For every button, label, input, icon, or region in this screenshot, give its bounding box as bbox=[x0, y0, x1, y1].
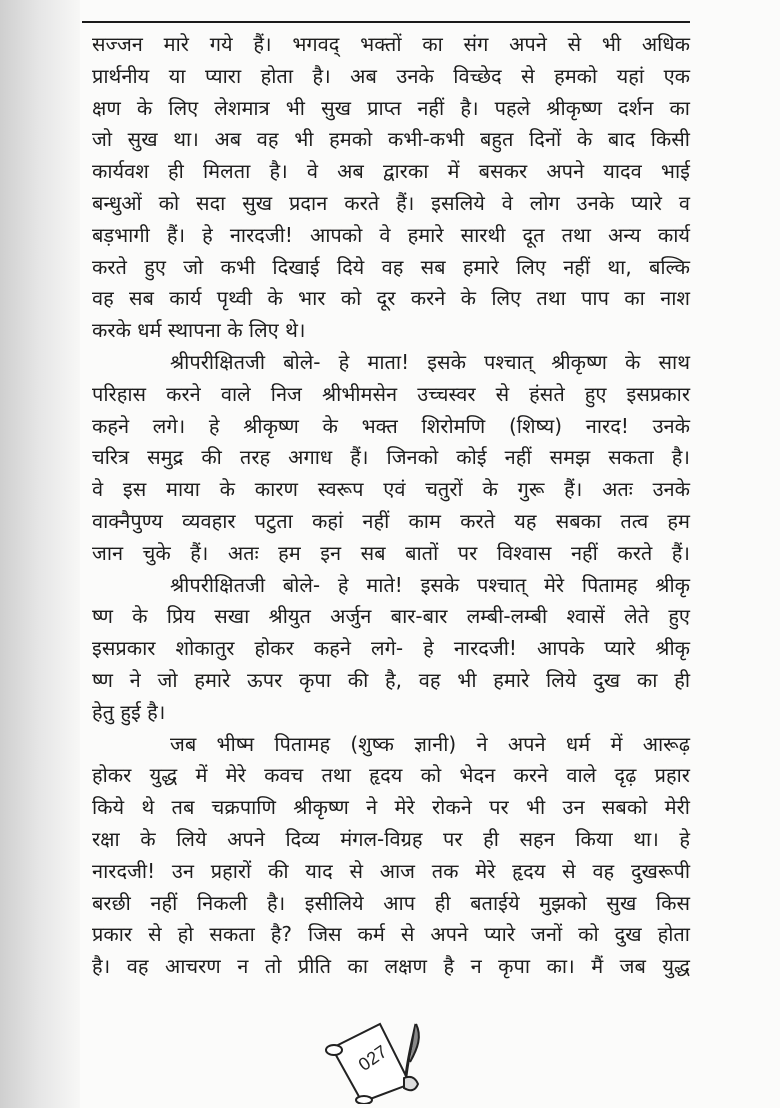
book-gutter-shadow bbox=[0, 0, 80, 1108]
text-line: चरित्र समुद्र की तरह अगाध हैं। जिनको कोई नहीं समझ सकता है। bbox=[92, 445, 690, 470]
text-line: इसप्रकार शोकातुर होकर कहने लगे- हे नारदजी! आपके प्यारे श्रीकृ bbox=[92, 636, 690, 661]
text-line: होकर युद्ध में मेरे कवच तथा हृदय को भेदन करने वाले दृढ़ प्रहार bbox=[92, 763, 690, 788]
text-line: करके धर्म स्थापना के लिए थे। bbox=[92, 318, 306, 343]
text-line: बरछी नहीं निकली है। इसीलिये आप ही बताईये मुझको सुख किस bbox=[92, 890, 690, 915]
text-line: नारदजी! उन प्रहारों की याद से आज तक मेरे हृदय से वह दुखरूपी bbox=[92, 858, 690, 883]
text-line: वह सब कार्य पृथ्वी के भार को दूर करने के लिए तथा पाप का नाश bbox=[92, 286, 690, 311]
text-line: क्षण के लिए लेशमात्र भी सुख प्राप्त नहीं है। पहले श्रीकृष्ण दर्शन का bbox=[92, 95, 690, 120]
text-line: है। वह आचरण न तो प्रीति का लक्षण है न कृपा का। मैं जब युद्ध bbox=[92, 954, 690, 979]
text-line: जब भीष्म पितामह (शुष्क ज्ञानी) ने अपने धर्म में आरूढ़ bbox=[170, 731, 690, 756]
text-line: श्रीपरीक्षितजी बोले- हे माता! इसके पश्चात् श्रीकृष्ण के साथ bbox=[170, 349, 690, 374]
text-line: ष्ण के प्रिय सखा श्रीयुत अर्जुन बार-बार लम्बी-लम्बी श्वासें लेते हुए bbox=[92, 604, 690, 629]
text-line: ष्ण ने जो हमारे ऊपर कृपा की है, वह भी हमारे लिये दुख का ही bbox=[92, 667, 690, 692]
text-line: जान चुके हैं। अतः हम इन सब बातों पर विश्वास नहीं करते हैं। bbox=[92, 540, 690, 565]
text-line: वाक्नैपुण्य व्यवहार पटुता कहां नहीं काम करते यह सबका तत्व हम bbox=[92, 508, 690, 533]
text-line: हेतु हुई है। bbox=[92, 699, 166, 724]
text-line: प्रार्थनीय या प्यारा होता है। अब उनके विच्छेद से हमको यहां एक bbox=[92, 63, 690, 88]
text-line: किये थे तब चक्रपाणि श्रीकृष्ण ने मेरे रोकने पर भी उन सबको मेरी bbox=[92, 795, 690, 820]
text-line: वे इस माया के कारण स्वरूप एवं चतुरों के गुरू हैं। अतः उनके bbox=[92, 477, 690, 502]
page-number: 027 bbox=[354, 1041, 391, 1075]
text-line: बन्धुओं को सदा सुख प्रदान करते हैं। इसलिये वे लोग उनके प्यारे व bbox=[92, 190, 690, 215]
text-line: बड़भागी हैं। हे नारदजी! आपको वे हमारे सारथी दूत तथा अन्य कार्य bbox=[92, 222, 690, 247]
header-rule bbox=[82, 21, 690, 23]
text-line: सज्जन मारे गये हैं। भगवद् भक्तों का संग अपने से भी अधिक bbox=[92, 32, 690, 56]
text-line: रक्षा के लिये अपने दिव्य मंगल-विग्रह पर ही सहन किया था। हे bbox=[92, 826, 690, 851]
page-body-text bbox=[92, 29, 690, 983]
page-number-badge bbox=[318, 1018, 438, 1104]
text-line: कहने लगे। हे श्रीकृष्ण के भक्त शिरोमणि (शिष्य) नारद! उनके bbox=[92, 413, 690, 438]
text-line: श्रीपरीक्षितजी बोले- हे माते! इसके पश्चात् मेरे पितामह श्रीकृ bbox=[170, 572, 690, 597]
text-line: जो सुख था। अब वह भी हमको कभी-कभी बहुत दिनों के बाद किसी bbox=[92, 127, 690, 152]
text-line: प्रकार से हो सकता है? जिस कर्म से अपने प्यारे जनों को दुख होता bbox=[92, 922, 690, 947]
text-line: करते हुए जो कभी दिखाई दिये वह सब हमारे लिए नहीं था, बल्कि bbox=[92, 254, 690, 279]
text-line: परिहास करने वाले निज श्रीभीमसेन उच्चस्वर से हंसते हुए इसप्रकार bbox=[92, 381, 690, 406]
text-line: कार्यवश ही मिलता है। वे अब द्वारका में बसकर अपने यादव भाई bbox=[92, 159, 690, 184]
